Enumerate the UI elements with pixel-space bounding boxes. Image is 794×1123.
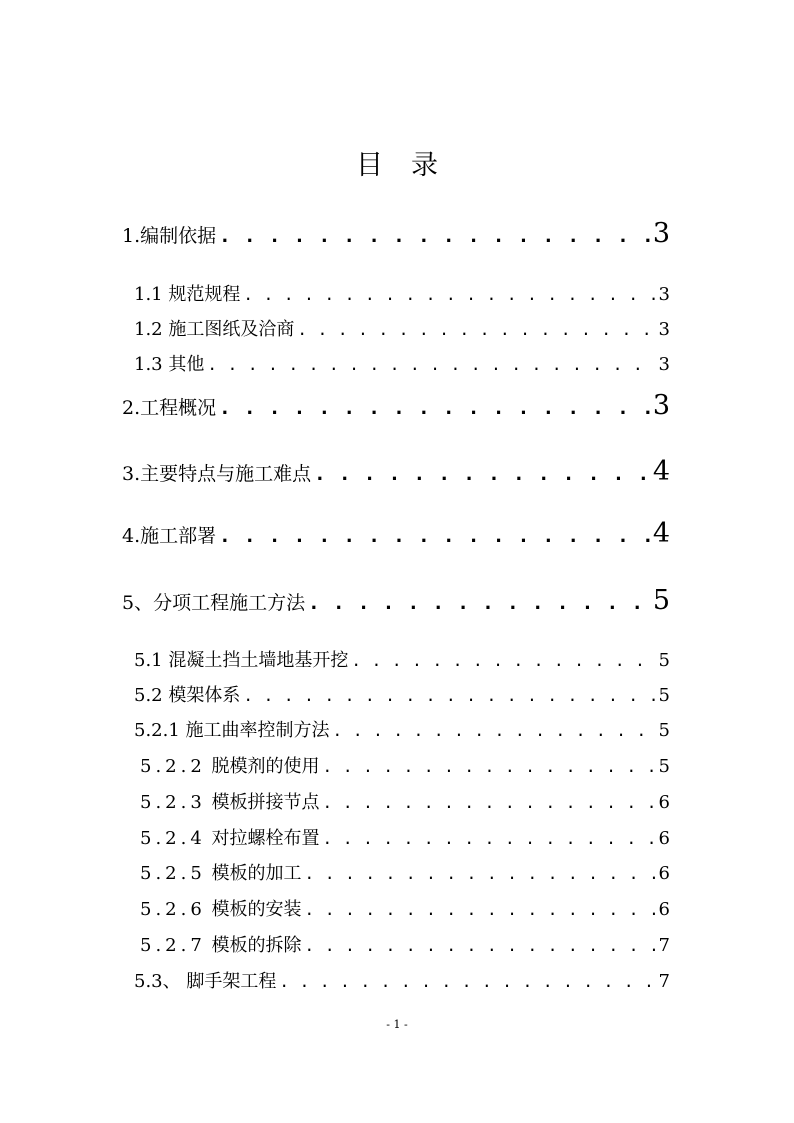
toc-entry bbox=[134, 681, 670, 707]
toc-entry-title: 施工图纸及洽商 bbox=[162, 319, 295, 340]
toc-entry-number: 4. bbox=[122, 525, 141, 547]
toc-entry-page-number: 7 bbox=[658, 971, 670, 992]
toc-entry-page-number: 7 bbox=[658, 935, 670, 956]
dot-leader bbox=[323, 793, 656, 812]
toc-entry-number: 1.3 bbox=[134, 354, 163, 375]
toc-entry-number: 3. bbox=[122, 463, 141, 485]
toc-entry-title: 模板的拆除 bbox=[205, 935, 302, 956]
toc-entry-title: 工程概况 bbox=[140, 397, 217, 419]
toc-entry bbox=[122, 392, 670, 422]
toc-entry bbox=[134, 315, 670, 341]
toc-entry-page-number: 3 bbox=[658, 354, 670, 375]
dot-leader bbox=[314, 463, 650, 485]
toc-entry-title: 对拉螺栓布置 bbox=[205, 828, 320, 849]
toc-entry-page-number: 3 bbox=[658, 284, 670, 305]
toc-entry-number: 5.2.3 bbox=[140, 792, 206, 813]
toc-entry-title: 模板拼接节点 bbox=[205, 792, 320, 813]
toc-entry-number: 1.2 bbox=[134, 319, 163, 340]
toc-entry-number: 5.2.5 bbox=[140, 863, 206, 884]
toc-entry-title: 脚手架工程 bbox=[180, 971, 277, 992]
toc-entry-number: 5.2 bbox=[134, 685, 163, 706]
toc-entry-page-number: 3 bbox=[652, 218, 670, 249]
toc-entry-title: 模板的安装 bbox=[205, 899, 302, 920]
toc-entry-title: 编制依据 bbox=[140, 225, 217, 247]
toc-entry-page-number: 5 bbox=[658, 650, 670, 671]
dot-leader bbox=[207, 355, 655, 374]
toc-entry-title: 模板的加工 bbox=[205, 863, 302, 884]
dot-leader bbox=[308, 592, 650, 614]
toc-entry-title: 分项工程施工方法 bbox=[153, 592, 306, 614]
toc-entry-page-number: 6 bbox=[658, 792, 670, 813]
toc-entry-page-number: 4 bbox=[652, 456, 670, 487]
toc-entry-title: 混凝土挡土墙地基开挖 bbox=[162, 650, 349, 671]
dot-leader bbox=[297, 320, 655, 339]
toc-entry-page-number: 6 bbox=[658, 899, 670, 920]
toc-entry-number: 5.2.4 bbox=[140, 828, 206, 849]
toc-entry-title: 模架体系 bbox=[162, 685, 241, 706]
toc-entry-page-number: 3 bbox=[652, 390, 670, 421]
toc-entry-page-number: 3 bbox=[658, 319, 670, 340]
dot-leader bbox=[333, 721, 656, 740]
toc-entry bbox=[134, 716, 670, 742]
toc-entry-number: 5.3、 bbox=[134, 971, 181, 992]
dot-leader bbox=[305, 864, 656, 883]
toc-entry bbox=[140, 752, 670, 778]
toc-entry-title: 其他 bbox=[162, 354, 205, 375]
toc-entry-number: 5.2.6 bbox=[140, 899, 206, 920]
dot-leader bbox=[243, 285, 655, 304]
toc-entry-page-number: 5 bbox=[658, 685, 670, 706]
toc-entry bbox=[122, 220, 670, 250]
dot-leader bbox=[219, 525, 650, 547]
toc-entry-page-number: 5 bbox=[658, 720, 670, 741]
toc-entry bbox=[134, 967, 670, 993]
toc-entry-title: 主要特点与施工难点 bbox=[140, 463, 312, 485]
toc-entry bbox=[140, 895, 670, 921]
dot-leader bbox=[305, 900, 656, 919]
toc-entry-number: 5.2.2 bbox=[140, 756, 206, 777]
toc-entry bbox=[140, 859, 670, 885]
toc-entry-number: 5、 bbox=[122, 592, 154, 614]
toc-entry-page-number: 6 bbox=[658, 863, 670, 884]
dot-leader bbox=[279, 972, 655, 991]
dot-leader bbox=[219, 225, 650, 247]
toc-entry-page-number: 4 bbox=[652, 518, 670, 549]
dot-leader bbox=[243, 686, 655, 705]
toc-entry bbox=[122, 520, 670, 550]
dot-leader bbox=[323, 829, 656, 848]
toc-entry bbox=[122, 587, 670, 617]
toc-entry-page-number: 5 bbox=[658, 756, 670, 777]
toc-entry bbox=[134, 350, 670, 376]
toc-entry-number: 2. bbox=[122, 397, 141, 419]
toc-entry-number: 1. bbox=[122, 225, 141, 247]
dot-leader bbox=[219, 397, 650, 419]
toc-entry-number: 5.2.1 bbox=[134, 720, 180, 741]
toc-entry-number: 1.1 bbox=[134, 284, 163, 305]
toc-entry-title: 脱模剂的使用 bbox=[205, 756, 320, 777]
dot-leader bbox=[323, 757, 656, 776]
toc-entry-title: 施工部署 bbox=[140, 525, 217, 547]
toc-entry bbox=[140, 788, 670, 814]
toc-entry bbox=[140, 931, 670, 957]
dot-leader bbox=[351, 651, 655, 670]
page-title: 目录 bbox=[356, 150, 466, 181]
toc-entry-title: 施工曲率控制方法 bbox=[179, 720, 330, 741]
toc-entry-page-number: 5 bbox=[652, 585, 670, 616]
toc-entry bbox=[140, 824, 670, 850]
dot-leader bbox=[305, 936, 656, 955]
toc-entry-page-number: 6 bbox=[658, 828, 670, 849]
toc-entry bbox=[122, 458, 670, 488]
toc-entry-number: 5.1 bbox=[134, 650, 163, 671]
toc-entry bbox=[134, 280, 670, 306]
toc-entry-title: 规范规程 bbox=[162, 284, 241, 305]
toc-entry bbox=[134, 646, 670, 672]
page-number-footer: - 1 - bbox=[386, 1018, 408, 1031]
toc-entry-number: 5.2.7 bbox=[140, 935, 206, 956]
